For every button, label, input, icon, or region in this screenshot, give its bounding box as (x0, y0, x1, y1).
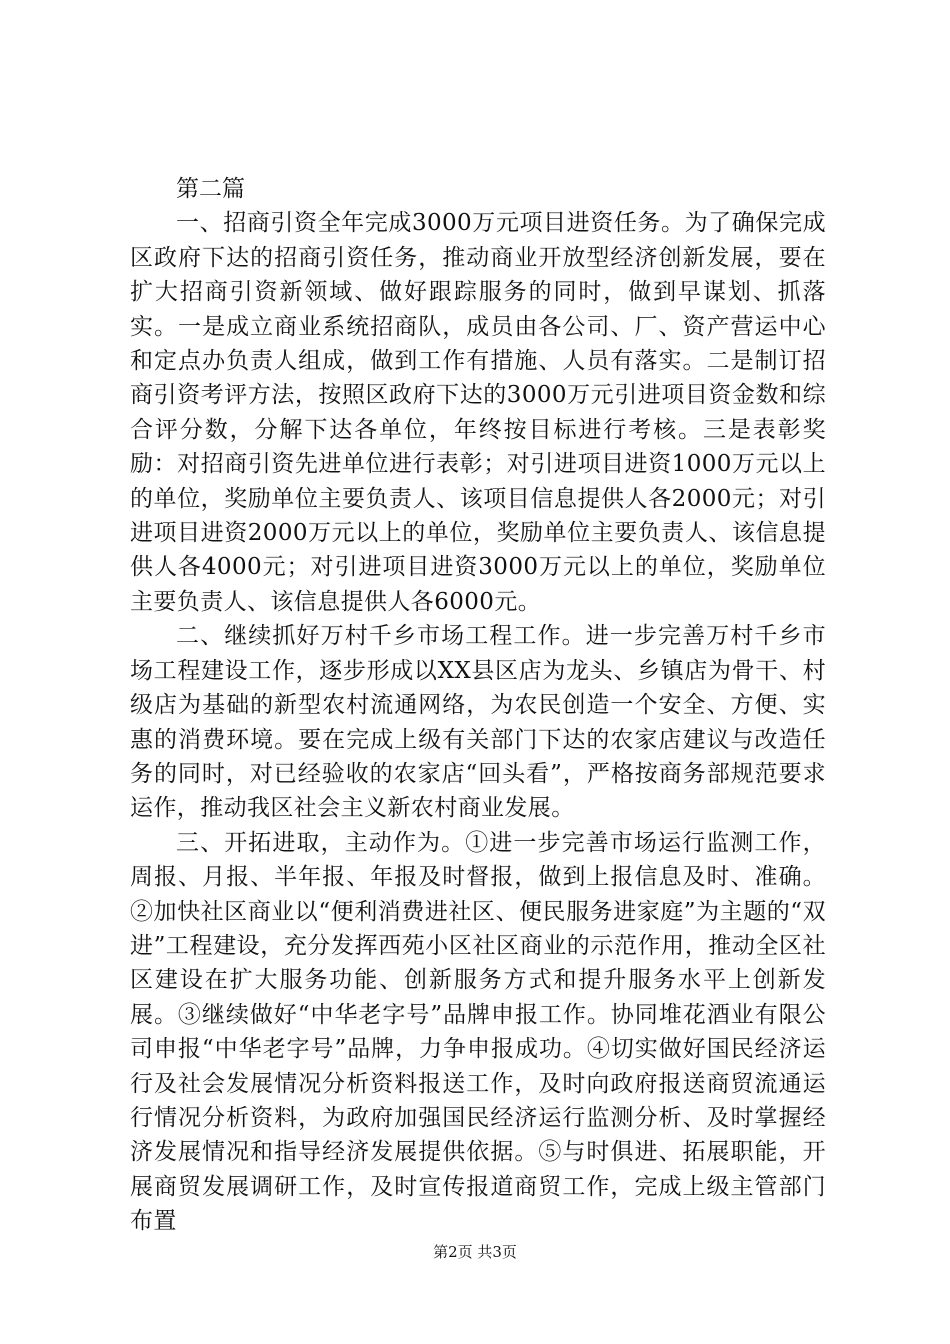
document-body (130, 172, 826, 1239)
paragraph-initiatives: 三、开拓进取，主动作为。①进一步完善市场运行监测工作，周报、月报、半年报、年报及时督报，做到上报信息及时、准确。②加快社区商业以“便利消费进社区、便民服务进家庭”为主题的“双进”工程建设，充分发挥西苑小区社区商业的示范作用，推动全区社区建设在扩大服务功能、创新服务方式和提升服务水平上创新发展。③继续做好“中华老字号”品牌申报工作。协同堆花酒业有限公司申报“中华老字号”品牌，力争申报成功。④切实做好国民经济运行及社会发展情况分析资料报送工作，及时向政府报送商贸流通运行情况分析资料，为政府加强国民经济运行监测分析、及时掌握经济发展情况和指导经济发展提供依据。⑤与时俱进、拓展职能，开展商贸发展调研工作，及时宣传报道商贸工作，完成上级主管部门布置 (130, 829, 826, 1235)
section-heading: 第二篇 (176, 176, 245, 202)
paragraph-investment: 一、招商引资全年完成3000万元项目进资任务。为了确保完成区政府下达的招商引资任务，推动商业开放型经济创新发展，要在扩大招商引资新领域、做好跟踪服务的同时，做到早谋划、抓落实。一是成立商业系统招商队，成员由各公司、厂、资产营运中心和定点办负责人组成，做到工作有措施、人员有落实。二是制订招商引资考评方法，按照区政府下达的3000万元引进项目资金数和综合评分数，分解下达各单位，年终按目标进行考核。三是表彰奖励：对招商引资先进单位进行表彰；对引进项目进资1000万元以上的单位，奖励单位主要负责人、该项目信息提供人各2000元；对引进项目进资2000万元以上的单位，奖励单位主要负责人、该信息提供人各4000元；对引进项目进资3000万元以上的单位，奖励单位主要负责人、该信息提供人各6000元。 (130, 210, 826, 615)
page-number-footer: 第2页 共3页 (433, 1243, 517, 1261)
paragraph-rural-market: 二、继续抓好万村千乡市场工程工作。进一步完善万村千乡市场工程建设工作，逐步形成以XX县区店为龙头、乡镇店为骨干、村级店为基础的新型农村流通网络，为农民创造一个安全、方便、实惠的消费环境。要在完成上级有关部门下达的农家店建议与改造任务的同时，对已经验收的农家店“回头看”，严格按商务部规范要求运作，推动我区社会主义新农村商业发展。 (130, 623, 826, 822)
